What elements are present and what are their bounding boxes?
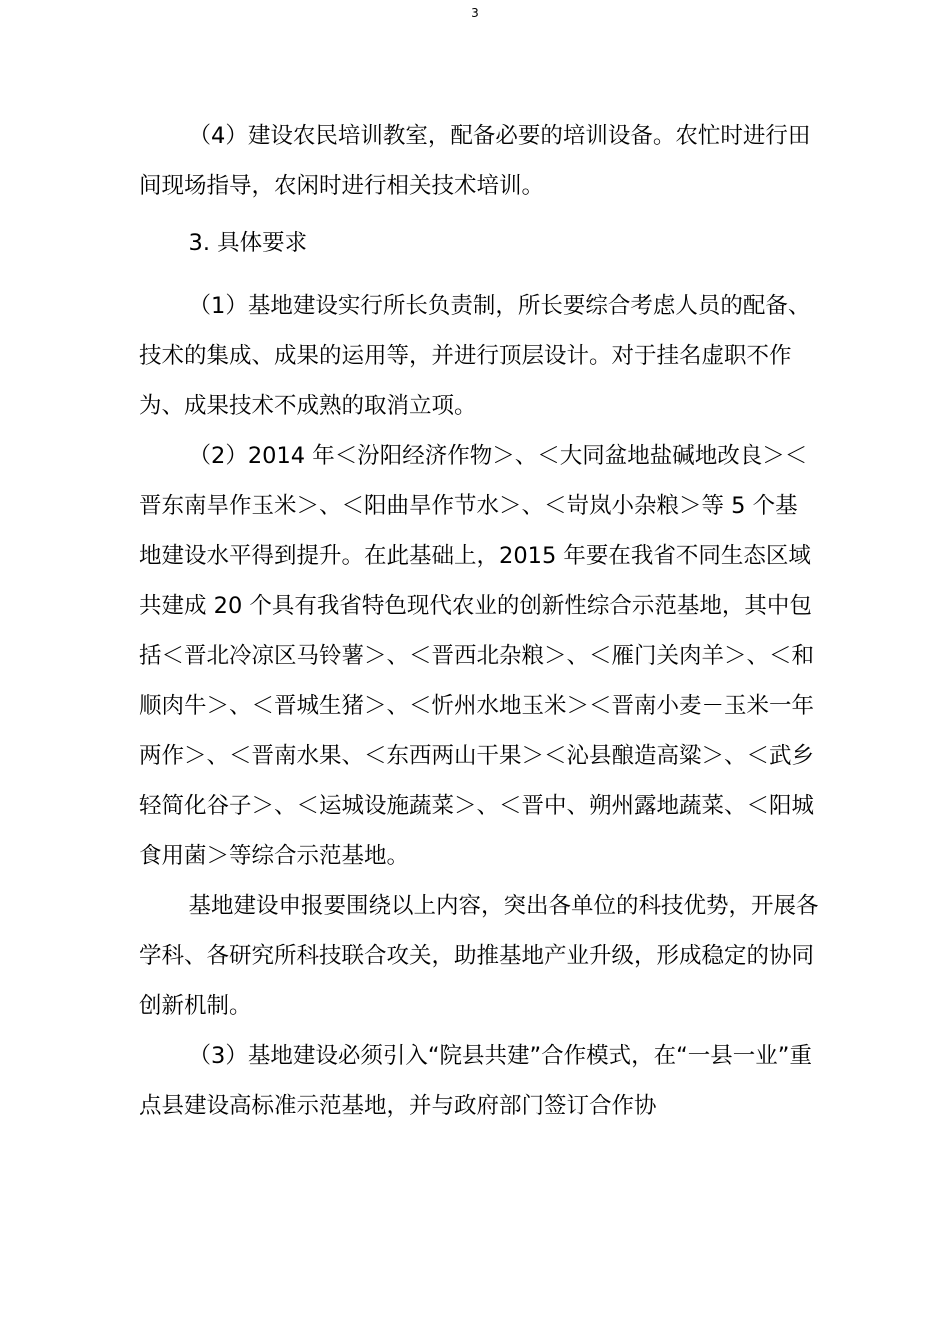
paragraph-training-classroom: （4）建设农民培训教室，配备必要的培训设备。农忙时进行田间现场指导，农闲时进行相关技术培训。 — [139, 123, 811, 199]
paragraph-base-construction-list: （2）2014 年＜汾阳经济作物＞、＜大同盆地盐碱地改良＞＜晋东南旱作玉米＞、＜阳曲旱作节水＞、＜岢岚小杂粮＞等 5 个基地建设水平得到提升。在此基础上，2015 年要在我省不同生态区域共建成 20 个具有我省特色现代农业的创新性综合示范基地，其中包括＜晋北冷凉区马铃薯＞、＜晋西北杂粮＞、＜雁门关肉羊＞、＜和顺肉牛＞、＜晋城生猪＞、＜忻州水地玉米＞＜晋南小麦－玉米一年两作＞、＜晋南水果、＜东西两山干果＞＜沁县酿造高粱＞、＜武乡轻简化谷子＞、＜运城设施蔬菜＞、＜晋中、朔州露地蔬菜、＜阳城食用菌＞等综合示范基地。 — [139, 443, 815, 869]
paragraph-application-guidance: 基地建设申报要围绕以上内容，突出各单位的科技优势，开展各学科、各研究所科技联合攻关，助推基地产业升级，形成稳定的协同创新机制。 — [139, 893, 819, 1019]
page-number: 3 — [471, 6, 479, 20]
paragraph-cooperation-model: （3）基地建设必须引入“院县共建”合作模式，在“一县一业”重点县建设高标准示范基地，并与政府部门签订合作协 — [139, 1043, 812, 1119]
paragraph-director-responsibility: （1）基地建设实行所长负责制，所长要综合考虑人员的配备、技术的集成、成果的运用等，并进行顶层设计。对于挂名虚职不作为、成果技术不成熟的取消立项。 — [139, 293, 811, 419]
document-body — [139, 111, 819, 1131]
section-heading-specific-requirements: 3. 具体要求 — [188, 230, 308, 256]
